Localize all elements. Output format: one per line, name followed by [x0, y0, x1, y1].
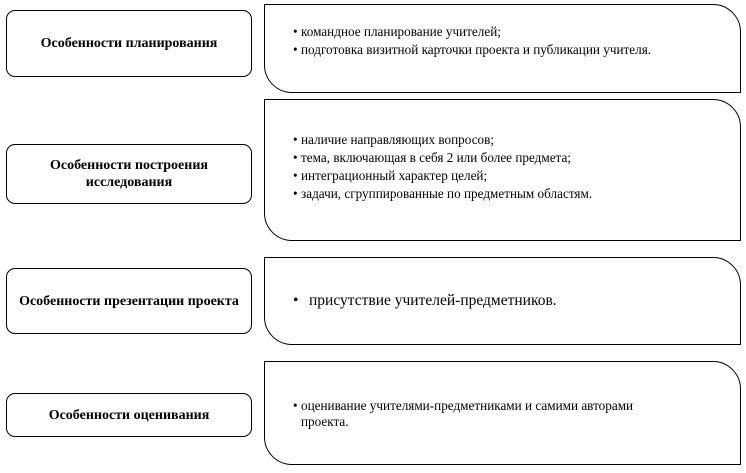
- label-evaluation: Особенности оценивания: [6, 393, 252, 437]
- list-item: • командное планирование учителей;: [293, 24, 710, 40]
- content-presentation: [264, 257, 741, 345]
- evaluation-list: [293, 398, 640, 430]
- content-research: [264, 99, 741, 241]
- content-evaluation: [264, 361, 741, 465]
- list-item: • тема, включающая в себя 2 или более предмета;: [293, 150, 710, 166]
- label-planning: Особенности планирования: [6, 10, 252, 77]
- list-item: • задачи, сгруппированные по предметным областям.: [293, 186, 710, 202]
- content-planning: [264, 4, 741, 93]
- list-item: • присутствие учителей-предметников.: [293, 291, 710, 310]
- label-research: Особенности построения исследования: [6, 144, 252, 204]
- list-item: • наличие направляющих вопросов;: [293, 132, 710, 148]
- label-presentation: Особенности презентации проекта: [6, 268, 252, 334]
- list-item: • оценивание учителями-предметниками и самими авторами проекта.: [293, 398, 640, 430]
- list-item: • подготовка визитной карточки проекта и публикации учителя.: [293, 42, 710, 58]
- list-item: • интеграционный характер целей;: [293, 168, 710, 184]
- planning-list: [293, 24, 710, 58]
- presentation-list: [293, 291, 710, 310]
- research-list: [293, 132, 710, 202]
